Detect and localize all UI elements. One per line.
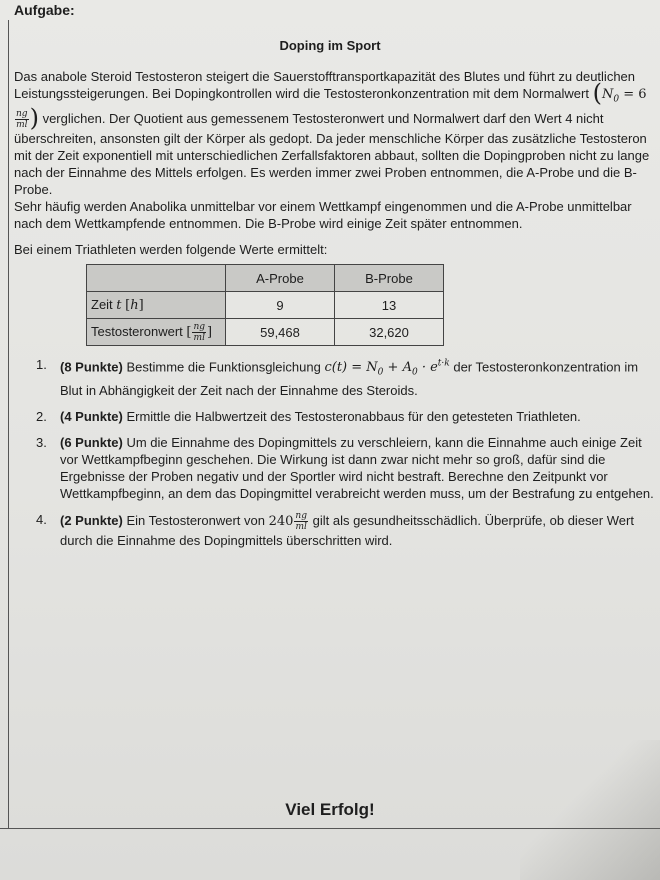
task-list <box>36 356 656 558</box>
task-points: (2 Punkte) <box>60 512 123 528</box>
row-label-time: Zeit t [h] <box>87 292 226 319</box>
task-number: 4. <box>36 511 47 527</box>
table-row-testosterone <box>87 319 444 346</box>
function-formula: $c(t) = N_0 + A_0 \cdot e^{t\cdot k}$ <box>324 359 450 378</box>
table-header-b: B-Probe <box>335 265 444 292</box>
table-header-a: A-Probe <box>226 265 335 292</box>
time-a-cell: 9 <box>226 292 335 319</box>
intro-text <box>14 68 654 232</box>
threshold-value: 240 $\frac{ng}{ml}$ <box>268 510 307 532</box>
task-number: 3. <box>36 434 47 450</box>
closing-text: Viel Erfolg! <box>285 800 375 819</box>
page-title: Doping im Sport <box>279 38 381 53</box>
intro-paragraph-2: Sehr häufig werden Anabolika unmittelbar vor einem Wettkampf eingenommen und die A-Probe unmittelbar nach dem Wettkampfende entnommen. Die B-Probe wird einige Zeit später entnommen. <box>14 198 632 231</box>
unit-fraction: $\frac{ng}{ml}$ <box>16 108 28 130</box>
intro-p1-before: Das anabole Steroid Testosteron steigert die Sauerstofftransportkapazität des Blutes und führt zu deutlichen Leistungssteigerungen. Bei Dopingkontrollen wird die Testosteronkonzentration mit dem Normalwert <box>14 69 636 101</box>
task-number: 2. <box>36 408 47 424</box>
frame-left-line <box>8 20 9 828</box>
intro-paragraph-1 <box>14 68 654 198</box>
table-intro: Bei einem Triathleten werden folgende Werte ermittelt: <box>14 242 328 257</box>
row-unit-fraction: $\frac{ng}{ml}$ <box>193 321 206 343</box>
task-header: Aufgabe: <box>14 2 75 18</box>
table-row-time <box>87 292 444 319</box>
table-corner-cell <box>87 265 226 292</box>
normal-value-formula: ($N_0 = 6$ $\frac{ng}{ml}$ ) <box>16 79 647 132</box>
task-number: 1. <box>36 357 47 372</box>
task-item-1: 1. (8 Punkte) Bestimme die Funktionsgleichung $c(t) = N_0 + A_0 \cdot e^{t\cdot k}$ der Testosteronkonzentration im Blut in Abhängigkeit der Zeit nach der Einnahme des Steroids. <box>36 357 639 398</box>
table-header-row <box>87 265 444 292</box>
testosterone-a-cell: 59,468 <box>226 319 335 346</box>
row-label-testosterone: Testosteronwert [ $\frac{ng}{ml}$ ] <box>87 319 226 346</box>
task-item-2: 2. (4 Punkte) Ermittle die Halbwertzeit des Testosteronabbaus für den getesteten Triathleten. <box>36 408 581 424</box>
task-points: (4 Punkte) <box>60 408 123 424</box>
values-table <box>86 264 444 346</box>
task-item-4: 4. (2 Punkte) Ein Testosteronwert von 240 $\frac{ng}{ml}$ gilt als gesundheitsschädlich. Überprüfe, ob dieser Wert durch die Einnahme des Dopingmittels überschritten wird. <box>36 510 634 548</box>
task-item-3: 3. (6 Punkte) Um die Einnahme des Dopingmittels zu verschleiern, kann die Einnahme auch einige Zeit vor Wettkampfbeginn geschehen. Die Wirkung ist dann zwar nicht mehr so groß, dafür sind die Ergebnisse der Proben negativ und der Sportler wird nicht bestraft. Berechne den Zeitpunkt vor Wettkampfbeginn, an dem das Dopingmittel verabreicht werden muss, um der Bestrafung zu entgehen. <box>36 434 654 501</box>
testosterone-b-cell: 32,620 <box>335 319 444 346</box>
time-b-cell: 13 <box>335 292 444 319</box>
time-var: t <box>116 298 122 313</box>
intro-p1-after: verglichen. Der Quotient aus gemessenem Testosteronwert und Normalwert darf den Wert 4 nicht überschreiten, ansonsten gilt der Körper als gedopt. Da jeder menschliche Körper das zusätzliche Testosteron mit der Zeit exponentiell mit unterschiedlichen Zerfallsfaktoren abbaut, sollten die Dopingproben nicht zu lange nach der Einnahme des Mittels erfolgen. Es werden immer zwei Proben entnommen, die A-Probe und die B-Probe. <box>14 110 650 197</box>
task-points: (6 Punkte) <box>60 434 123 450</box>
task-points: (8 Punkte) <box>60 359 123 375</box>
